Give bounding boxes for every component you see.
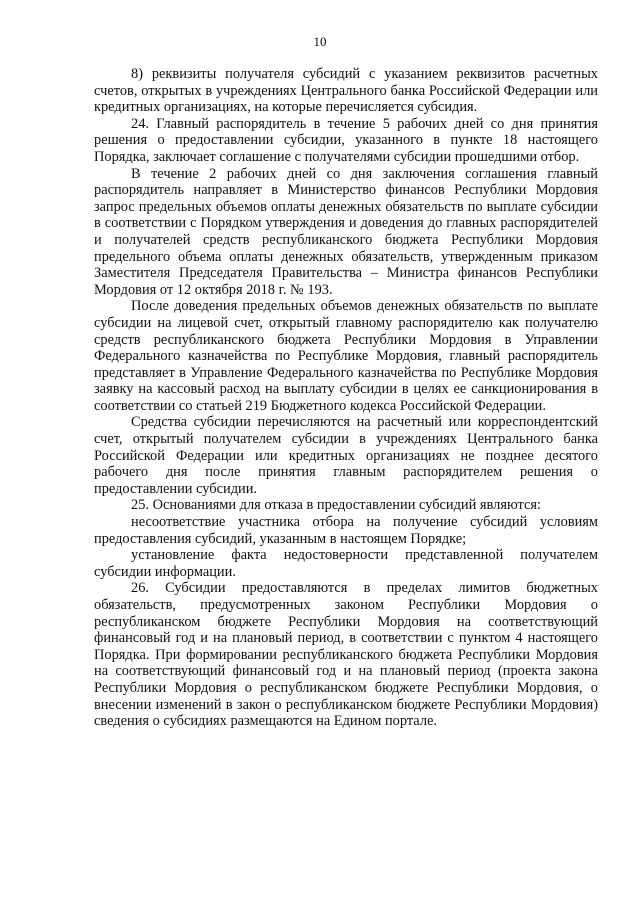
paragraph-24: 24. Главный распорядитель в течение 5 рабочих дней со дня принятия решения о предоставлении субсидии, указанного в пункте 18 настоящего Порядка, заключает соглашение с получателями субсидии прошедшими отбор. (94, 115, 598, 165)
paragraph-26: 26. Субсидии предоставляются в пределах лимитов бюджетных обязательств, предусмотренных законом Республики Мордовия о республиканском бюджете Республики Мордовия на соответствующий финансовый год и на плановый период, в соответствии с пунктом 4 настоящего Порядка. При формировании республиканского бюджета Республики Мордовия на соответствующий финансовый год и на плановый период (проекта закона Республики Мордовия о республиканском бюджете Республики Мордовия, о внесении изменений в закон о республиканском бюджете Республики Мордовия) сведения о субсидиях размещаются на Едином портале. (94, 580, 598, 730)
paragraph-25-false-information: установление факта недостоверности представленной получателем субсидии информации. (94, 547, 598, 580)
paragraph-24-transfer: Средства субсидии перечисляются на расчетный или корреспондентский счет, открытый получателем субсидии в учреждениях Центрального банка Российской Федерации или кредитных организациях не позднее десятого рабочего дня после принятия главным распорядителем решения о предоставлении субсидии. (94, 414, 598, 497)
paragraph-25: 25. Основаниями для отказа в предоставлении субсидий являются: (131, 497, 541, 514)
paragraph-24-payment-application: После доведения предельных объемов денежных обязательств по выплате субсидии на лицевой счет, открытый главному распорядителю как получателю средств республиканского бюджета Республики Мордовия в Управлении Федерального казначейства по Республике Мордовия, главный распорядитель представляет в Управление Федерального казначейства по Республике Мордовия заявку на кассовый расход на выплату субсидии в целях ее санкционирования в соответствии со статьей 219 Бюджетного кодекса Российской Федерации. (94, 298, 598, 414)
page-number: 10 (313, 34, 327, 49)
paragraph-24-request: В течение 2 рабочих дней со дня заключения соглашения главный распорядитель направляет в Министерство финансов Республики Мордовия запрос предельных объемов оплаты денежных обязательств по выплате субсидии в соответствии с Порядком утверждения и доведения до главных распорядителей и получателей средств республиканского бюджета Республики Мордовия предельного объема оплаты денежных обязательств, утвержденным приказом Заместителя Председателя Правительства – Министра финансов Республики Мордовия от 12 октября 2018 г. № 193. (94, 165, 598, 298)
paragraph-25-nonconformity: несоответствие участника отбора на получение субсидий условиям предоставления субсидий, указанным в настоящем Порядке; (94, 514, 598, 547)
paragraph-requisites: 8) реквизиты получателя субсидий с указанием реквизитов расчетных счетов, открытых в учреждениях Центрального банка Российской Федерации или кредитных организациях, на которые перечисляется субсидия. (94, 66, 598, 116)
document-body (94, 66, 598, 730)
